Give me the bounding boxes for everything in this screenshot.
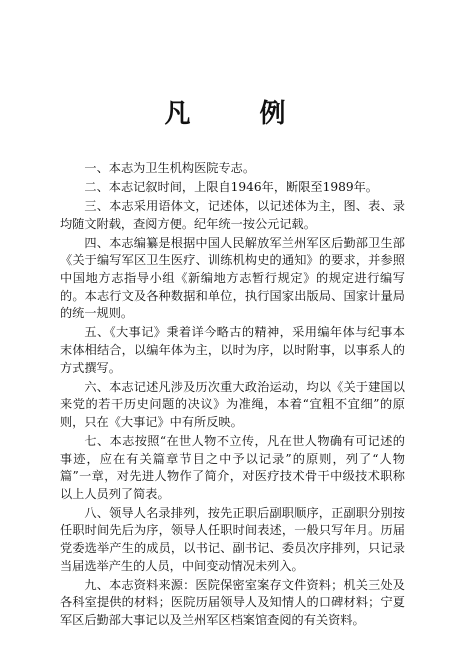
paragraph-8: 八、领导人名录排列，按先正职后副职顺序，正副职分别按任职时间先后为序，领导人任职时间表述，一般只写年月。历届党委选举产生的成员，以书记、副书记、委员次序排列，只记录当届选举产生的人员，中间变动情况未列入。 — [60, 505, 405, 573]
paragraph-9: 九、本志资料来源：医院保密室案存文件资料；机关三处及各科室提供的材料；医院历届领导人及知情人的口碑材料；宁夏军区后勤部大事记以及兰州军区档案馆查阅的有关资料。 — [60, 577, 405, 627]
paragraph-4: 四、本志编纂是根据中国人民解放军兰州军区后勤部卫生部《关于编写军区卫生医疗、训练机构史的通知》的要求，并参照中国地方志指导小组《新编地方志暂行规定》的规定进行编写的。本志行文及各种数据和单位，执行国家出版局、国家计量局的统一规则。 — [60, 235, 405, 321]
page-title: 凡 例 — [164, 99, 316, 129]
paragraph-1: 一、本志为卫生机构医院专志。 — [84, 161, 256, 175]
paragraph-7: 七、本志按照“在世人物不立传，凡在世人物确有可记述的事迹，应在有关篇章节目之中予以记录”的原则，列了“人物篇”一章，对先进人物作了简介，对医疗技术骨干中级技术职称以上人员列了简表。 — [60, 433, 405, 501]
paragraph-2: 二、本志记叙时间，上限自1946年，断限至1989年。 — [84, 180, 378, 195]
paragraph-6: 六、本志记述凡涉及历次重大政治运动，均以《关于建国以来党的若干历史问题的决议》为准绳，本着“宜粗不宜细”的原则，只在《大事记》中有所反映。 — [60, 379, 405, 429]
body-text — [60, 160, 405, 631]
paragraph-3: 三、本志采用语体文，记述体，以记述体为主，图、表、录均随文附载，查阅方便。纪年统一按公元记载。 — [60, 199, 405, 231]
paragraph-5: 五、《大事记》秉着详今略古的精神，采用编年体与纪事本末体相结合，以编年体为主，以时为序，以时附事，以事系人的方式撰写。 — [60, 325, 405, 375]
